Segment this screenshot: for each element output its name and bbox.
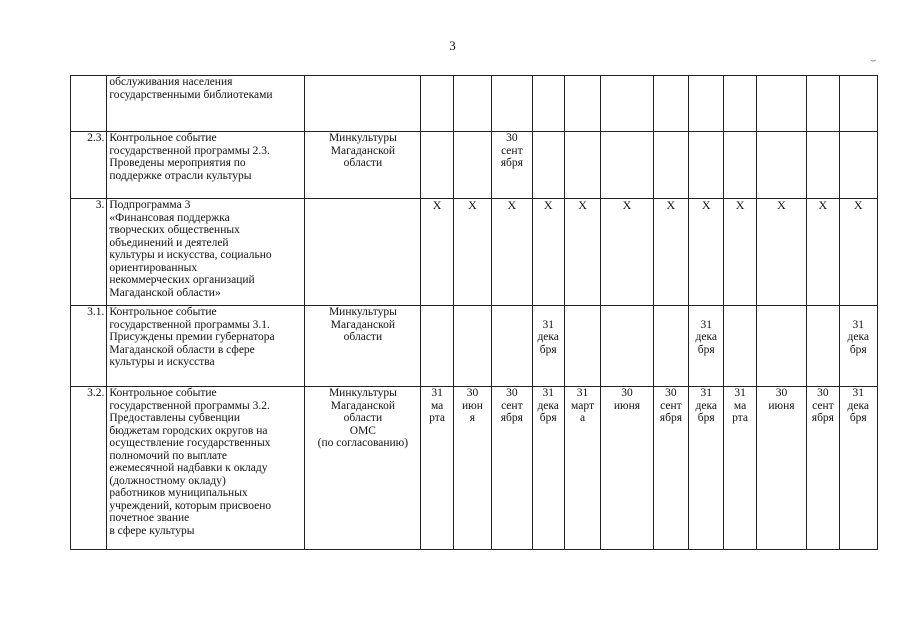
table-row (71, 132, 878, 199)
deadline-line: март (571, 399, 594, 412)
row-number: 3.2. (71, 387, 107, 550)
description-line: поддержке отрасли культуры (109, 169, 252, 182)
deadline-cell (653, 132, 688, 199)
responsible-line: Магаданской (330, 318, 396, 331)
deadline-line: 31 (700, 318, 712, 331)
description-line: государственной программы 3.2. (109, 399, 270, 412)
deadline-line: а (579, 412, 586, 424)
deadline-cell (839, 306, 877, 387)
x-mark: X (432, 198, 442, 212)
deadline-line: ября (659, 412, 682, 424)
description-line: работников муниципальных (109, 487, 248, 499)
deadline-line (842, 306, 875, 319)
row-number: 2.3. (71, 132, 107, 199)
x-mark: X (735, 198, 745, 212)
responsible-line: (по согласованию) (317, 437, 409, 449)
deadline-line: дека (695, 399, 717, 412)
deadline-line: дека (847, 331, 869, 343)
deadline-cell (564, 199, 600, 306)
responsible-executor (305, 76, 421, 132)
deadline-line: июня (613, 399, 641, 412)
x-mark: X (777, 198, 786, 212)
x-mark: X (818, 198, 828, 212)
deadline-line: дека (695, 331, 717, 343)
deadline-line (691, 306, 721, 319)
description-line: в сфере культуры (109, 524, 195, 537)
description-line: творческих общественных (109, 224, 240, 236)
responsible-executor (305, 387, 421, 550)
deadline-cell (839, 199, 877, 306)
deadline-cell (724, 387, 756, 550)
deadline-line: бря (697, 412, 715, 424)
deadline-line: 30 (466, 387, 479, 399)
deadline-cell (653, 76, 688, 132)
deadline-line: 31 (576, 387, 589, 399)
deadline-cell (453, 76, 491, 132)
description-line: Контрольное событие (109, 387, 217, 399)
deadline-cell (807, 199, 839, 306)
row-description (107, 387, 305, 550)
description-line: объединений и деятелей (109, 236, 229, 249)
deadline-cell (564, 132, 600, 199)
deadline-line: 31 (734, 387, 746, 399)
description-line: государственной программы 3.1. (109, 318, 270, 331)
responsible-line: Магаданской (330, 144, 396, 157)
deadline-cell (421, 306, 453, 387)
deadline-cell (756, 76, 807, 132)
deadline-cell (421, 387, 453, 550)
deadline-cell (564, 76, 600, 132)
deadline-cell (421, 132, 453, 199)
deadline-line: 31 (542, 318, 554, 331)
deadline-line: сент (501, 144, 523, 157)
deadline-cell (756, 306, 807, 387)
responsible-line: области (343, 331, 383, 343)
deadline-line: сент (812, 399, 834, 412)
table-row (71, 387, 878, 550)
deadline-cell (807, 387, 839, 550)
responsible-line: ОМС (349, 424, 376, 437)
deadline-cell (724, 306, 756, 387)
page-number: 3 (449, 38, 456, 53)
deadline-cell (492, 132, 532, 199)
deadline-line: ября (811, 412, 834, 424)
x-mark: X (622, 198, 632, 212)
deadline-line: ября (500, 157, 523, 169)
deadline-line: рта (732, 412, 748, 424)
deadline-line: дека (847, 399, 869, 412)
row-description (107, 76, 305, 132)
deadline-cell (689, 132, 724, 199)
deadline-line: дека (537, 399, 559, 412)
deadline-line: 30 (817, 387, 829, 399)
deadline-line (535, 306, 562, 319)
deadline-cell (453, 306, 491, 387)
deadline-cell (689, 387, 724, 550)
deadline-line: бря (849, 343, 867, 356)
deadline-cell (689, 199, 724, 306)
deadline-cell (601, 199, 654, 306)
deadline-cell (453, 132, 491, 199)
deadline-line: бря (539, 412, 557, 424)
description-line: ориентированных (109, 261, 198, 274)
deadline-cell (601, 76, 654, 132)
description-line: обслуживания населения (109, 76, 233, 88)
responsible-executor (305, 132, 421, 199)
description-line: (должностному окладу) (109, 474, 226, 487)
deadline-line: бря (849, 412, 867, 424)
x-mark: X (468, 198, 477, 212)
deadline-cell (532, 76, 564, 132)
deadline-cell (839, 387, 877, 550)
deadline-line: я (469, 412, 476, 424)
deadline-cell (756, 132, 807, 199)
deadline-cell (532, 387, 564, 550)
deadline-line: бря (539, 343, 557, 356)
responsible-line: Минкультуры (328, 132, 397, 144)
table-row (71, 306, 878, 387)
responsible-line: Магаданской (330, 399, 396, 412)
deadline-cell (453, 199, 491, 306)
deadline-cell (689, 306, 724, 387)
row-number: 3.1. (71, 306, 107, 387)
deadline-cell (601, 132, 654, 199)
deadline-line: 31 (431, 387, 443, 399)
description-line: некоммерческих организаций (109, 274, 255, 286)
x-mark: X (853, 198, 863, 212)
description-line: почетное звание (109, 512, 190, 524)
table-row (71, 199, 878, 306)
x-mark: X (701, 198, 711, 212)
deadline-line: 30 (506, 387, 518, 399)
deadline-cell (724, 76, 756, 132)
deadline-cell (756, 199, 807, 306)
responsible-executor (305, 199, 421, 306)
deadline-cell (689, 76, 724, 132)
deadline-cell (564, 387, 600, 550)
deadline-line: июня (768, 399, 795, 412)
deadline-line: ма (430, 399, 444, 412)
deadline-line: 30 (775, 387, 788, 399)
x-mark: X (578, 198, 587, 212)
deadline-line: ября (500, 412, 523, 424)
deadline-cell (807, 132, 839, 199)
responsible-line: Минкультуры (328, 387, 397, 399)
description-line: полномочий по выплате (109, 449, 227, 462)
responsible-line: Минкультуры (328, 306, 397, 318)
deadline-cell (421, 76, 453, 132)
deadline-line: сент (660, 399, 682, 412)
deadline-line: 30 (506, 132, 518, 144)
description-line: бюджетам городских округов на (109, 424, 268, 437)
deadline-cell (601, 306, 654, 387)
deadline-line: 30 (621, 387, 633, 399)
deadline-cell (492, 199, 532, 306)
scan-mark: ⌣ (870, 55, 877, 66)
description-line: ежемесячной надбавки к окладу (109, 462, 268, 474)
table-body (71, 76, 878, 550)
responsible-line: области (343, 157, 383, 169)
description-line: «Финансовая поддержка (109, 211, 230, 224)
description-line: культуры и искусства, социально (109, 249, 272, 261)
deadline-line: июн (462, 399, 483, 412)
row-description (107, 306, 305, 387)
x-mark: X (666, 198, 676, 212)
deadline-cell (653, 199, 688, 306)
responsible-line: области (343, 412, 383, 424)
deadline-line: дека (537, 331, 559, 343)
deadline-cell (532, 306, 564, 387)
description-line: осуществление государственных (109, 437, 271, 449)
deadline-cell (532, 132, 564, 199)
deadline-line: ма (733, 399, 747, 412)
responsible-executor (305, 306, 421, 387)
deadline-cell (839, 76, 877, 132)
deadline-line: сент (501, 399, 523, 412)
x-mark: X (507, 198, 517, 212)
description-line: Контрольное событие (109, 132, 217, 144)
deadline-cell (807, 76, 839, 132)
row-number: 3. (71, 199, 107, 306)
row-description (107, 199, 305, 306)
deadline-cell (756, 387, 807, 550)
deadline-cell (601, 387, 654, 550)
description-line: учреждений, которым присвоено (109, 499, 272, 512)
deadline-line: 31 (542, 387, 554, 399)
table-row (71, 76, 878, 132)
deadline-cell (839, 132, 877, 199)
row-description (107, 132, 305, 199)
deadline-cell (807, 306, 839, 387)
x-mark: X (543, 198, 553, 212)
deadline-cell (453, 387, 491, 550)
deadline-line: 31 (700, 387, 712, 399)
deadline-cell (532, 199, 564, 306)
deadline-cell (492, 76, 532, 132)
description-line: государственными библиотеками (109, 88, 273, 101)
description-line: культуры и искусства (109, 356, 215, 368)
deadline-line: 30 (665, 387, 677, 399)
deadline-line: 31 (852, 318, 865, 331)
description-line: Подпрограмма 3 (109, 199, 191, 211)
description-line: Проведены мероприятия по (109, 157, 246, 169)
schedule-table (70, 75, 878, 550)
deadline-line: бря (697, 343, 715, 356)
description-line: государственной программы 2.3. (109, 144, 270, 157)
deadline-cell (492, 306, 532, 387)
deadline-line: рта (429, 412, 446, 424)
deadline-cell (653, 387, 688, 550)
deadline-cell (653, 306, 688, 387)
deadline-cell (421, 199, 453, 306)
description-line: Магаданской области в сфере (109, 343, 255, 356)
description-line: Магаданской области» (109, 286, 221, 299)
deadline-cell (564, 306, 600, 387)
deadline-cell (492, 387, 532, 550)
deadline-line: 31 (852, 387, 865, 399)
description-line: Предоставлены субвенции (109, 412, 240, 424)
deadline-cell (724, 132, 756, 199)
row-number (71, 76, 107, 132)
deadline-cell (724, 199, 756, 306)
description-line: Контрольное событие (109, 306, 217, 318)
description-line: Присуждены премии губернатора (109, 331, 275, 343)
